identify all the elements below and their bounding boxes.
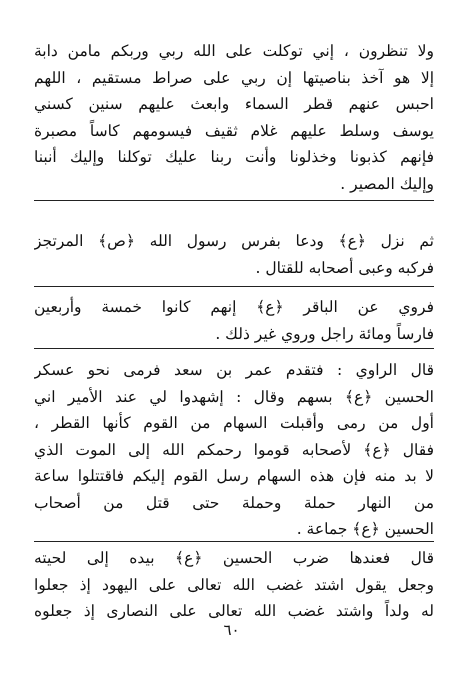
paragraph-divider bbox=[34, 286, 434, 287]
paragraph-2 bbox=[34, 228, 434, 281]
text-line: فروي عن الباقر ﴿ع﴾ إنهم كانوا خمسة وأربعين bbox=[34, 298, 434, 316]
text-line: قال فعندها ضرب الحسين ﴿ع﴾ بيده إلى لحيته bbox=[34, 549, 434, 567]
text-line: فركبه وعبى أصحابه للقتال . bbox=[255, 258, 434, 277]
paragraph-4 bbox=[34, 357, 434, 543]
text-line: فقال ﴿ع﴾ لأصحابه قوموا رحمكم الله إلى الموت الذي bbox=[34, 440, 434, 459]
text-line: يوسف وسلط عليهم غلام ثقيف فيسومهم كاساً مصبرة bbox=[34, 121, 434, 140]
text-line: احبس عنهم قطر السماء وابعث عليهم سنين كسني bbox=[34, 95, 434, 113]
paragraph-5 bbox=[34, 545, 434, 625]
paragraph-1 bbox=[34, 38, 434, 197]
page-number: ٦٠ bbox=[223, 621, 240, 639]
text-line: فارساً ومائة راجل وروي غير ذلك . bbox=[215, 324, 434, 343]
text-line: له ولداً واشتد غضب الله تعالى على النصارى إذ جعلوه bbox=[34, 602, 434, 620]
text-line: ثم نزل ﴿ع﴾ ودعا بفرس رسول الله ﴿ص﴾ المرتجز bbox=[34, 232, 434, 250]
text-line: من النهار حملة وحملة حتى قتل من أصحاب bbox=[34, 493, 434, 512]
text-line: أول من رمى وأقبلت السهام من القوم كأنها القطر ، bbox=[34, 414, 434, 432]
text-line: فإنهم كذبونا وخذلونا وأنت ربنا عليك توكلنا وإليك أنبنا bbox=[34, 148, 434, 166]
text-line: وجعل يقول اشتد غضب الله تعالى على اليهود إذ جعلوا bbox=[34, 575, 434, 594]
text-line: وإليك المصير . bbox=[340, 174, 434, 193]
text-line: لا بد منه فإن هذه السهام رسل القوم إليكم فاقتتلوا ساعة bbox=[34, 467, 434, 485]
paragraph-3 bbox=[34, 294, 434, 347]
paragraph-divider bbox=[34, 541, 434, 542]
text-line: إلا هو آخذ بناصيتها إن ربي على صراط مستقيم ، اللهم bbox=[34, 68, 434, 87]
text-line: ولا تنظرون ، إني توكلت على الله ربي وربكم مامن دابة bbox=[34, 42, 434, 60]
text-line: قال الراوي : فتقدم عمر بن سعد فرمى نحو عسكر bbox=[34, 361, 434, 379]
paragraph-divider bbox=[34, 200, 434, 201]
text-line: الحسين ﴿ع﴾ جماعة . bbox=[296, 520, 434, 538]
text-line: الحسين ﴿ع﴾ بسهم وقال : إشهدوا لي عند الأمير اني bbox=[34, 387, 434, 406]
paragraph-divider bbox=[34, 348, 434, 349]
